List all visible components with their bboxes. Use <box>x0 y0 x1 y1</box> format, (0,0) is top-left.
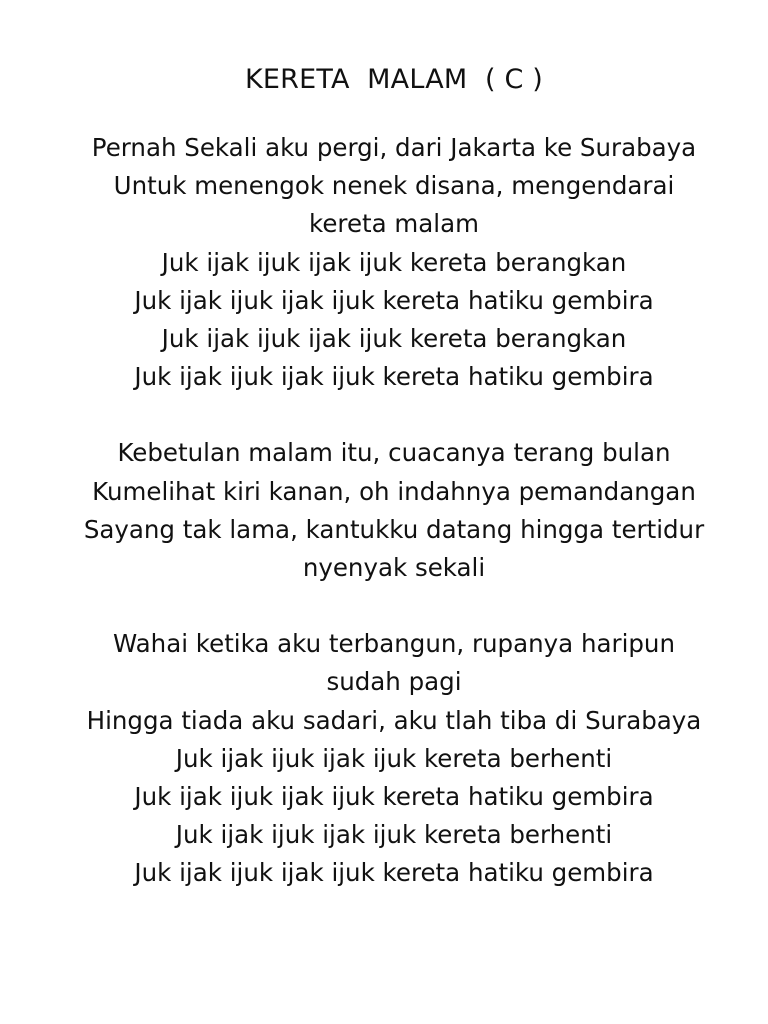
lyric-line: sudah pagi <box>326 667 462 697</box>
lyric-line: Juk ijak ijuk ijak ijuk kereta hatiku gembira <box>134 858 654 888</box>
lyrics-body <box>0 129 768 931</box>
song-title: KERETA MALAM ( C ) <box>244 64 544 95</box>
lyric-line: Kumelihat kiri kanan, oh indahnya pemandangan <box>92 476 696 506</box>
lyric-line: Wahai ketika aku terbangun, rupanya haripun <box>113 629 675 659</box>
lyric-line: Pernah Sekali aku pergi, dari Jakarta ke Surabaya <box>91 133 697 162</box>
stanza-2 <box>0 434 768 587</box>
lyric-line: Juk ijak ijuk ijak ijuk kereta berhenti <box>175 743 613 773</box>
stanza-1 <box>0 129 768 396</box>
lyric-line: Juk ijak ijuk ijak ijuk kereta hatiku gembira <box>134 782 654 812</box>
lyric-line: Juk ijak ijuk ijak ijuk kereta berangkan <box>161 247 627 277</box>
lyric-line: nyenyak sekali <box>302 553 486 583</box>
lyric-line: Juk ijak ijuk ijak ijuk kereta hatiku gembira <box>134 362 654 392</box>
lyric-line: Juk ijak ijuk ijak ijuk kereta berhenti <box>175 820 613 850</box>
lyric-line: Juk ijak ijuk ijak ijuk kereta hatiku gembira <box>134 285 654 315</box>
lyric-line: Kebetulan malam itu, cuacanya terang bulan <box>117 438 671 468</box>
lyric-line: Sayang tak lama, kantukku datang hingga tertidur <box>83 514 705 544</box>
stanza-3 <box>0 625 768 892</box>
lyric-line: Untuk menengok nenek disana, mengendarai <box>113 171 675 201</box>
lyric-line: Juk ijak ijuk ijak ijuk kereta berangkan <box>161 324 627 354</box>
lyric-line: Hingga tiada aku sadari, aku tlah tiba di Surabaya <box>86 705 702 735</box>
lyric-line: kereta malam <box>309 209 479 239</box>
